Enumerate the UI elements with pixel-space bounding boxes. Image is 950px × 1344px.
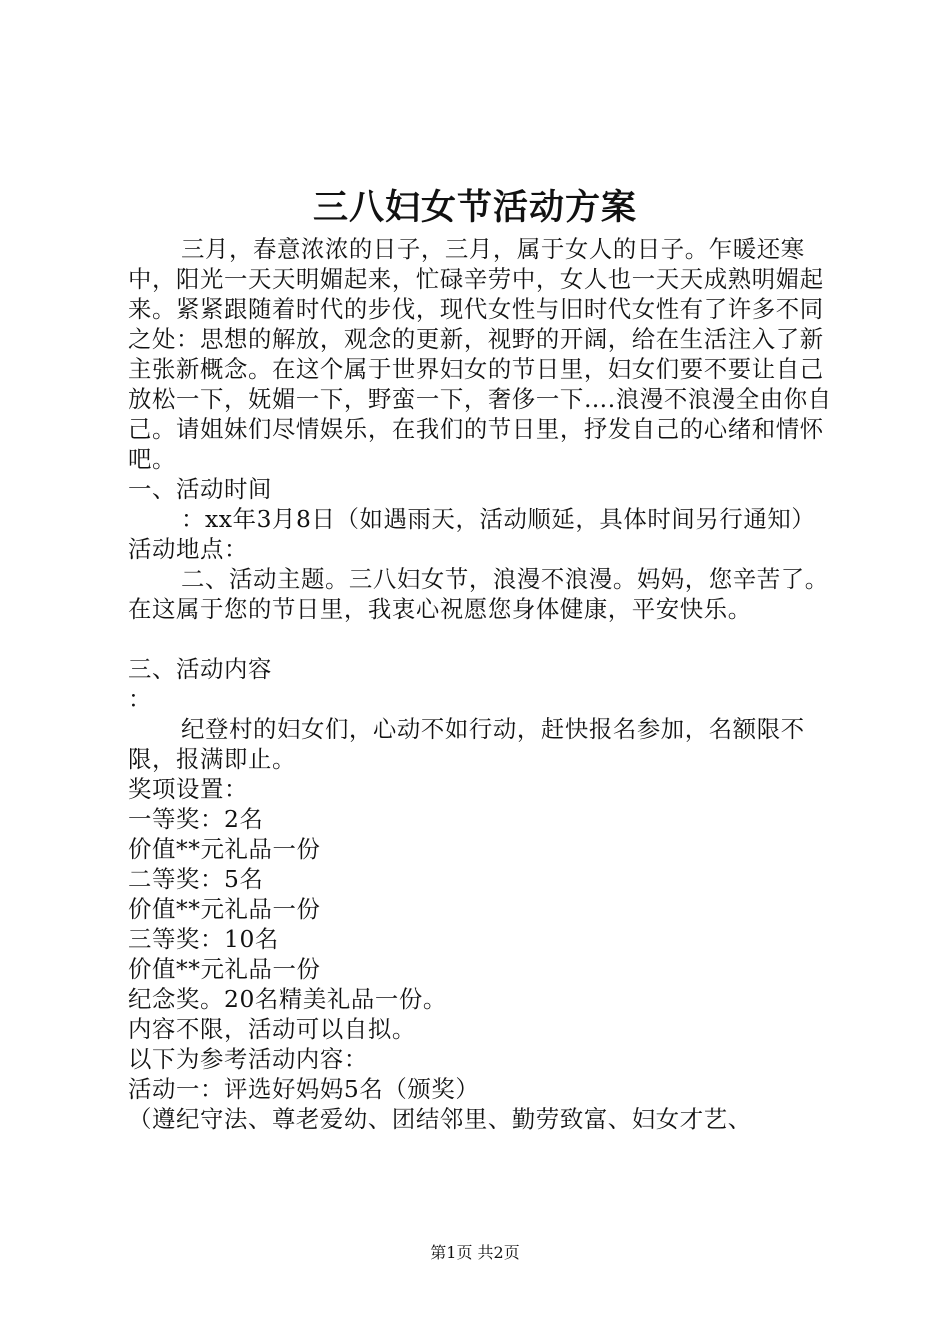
awards-label: 奖项设置：	[128, 775, 248, 803]
first-prize: 一等奖：2名	[128, 805, 264, 833]
second-prize: 二等奖：5名	[128, 865, 264, 893]
activity-1: 活动一：评选好妈妈5名（颁奖）	[128, 1075, 480, 1103]
document-title: 三八妇女节活动方案	[312, 187, 637, 228]
section-1-heading: 一、活动时间	[128, 475, 272, 503]
section-1-time: ：xx年3月8日（如遇雨天，活动顺延，具体时间另行通知）	[181, 505, 816, 533]
colon-line: ：	[128, 685, 152, 713]
invitation-paragraph: 纪登村的妇女们，心动不如行动，赶快报名参加，名额限不限，报满即止。	[128, 715, 805, 773]
intro-paragraph: 三月，春意浓浓的日子，三月，属于女人的日子。乍暖还寒中，阳光一天天明媚起来，忙碌辛劳中，女人也一天天成熟明媚起来。紧紧跟随着时代的步伐，现代女性与旧时代女性有了许多不同之处：思想的解放，观念的更新，视野的开阔，给在生活注入了新主张新概念。在这个属于世界妇女的节日里，妇女们要不要让自己放松一下，妩媚一下，野蛮一下，奢侈一下….浪漫不浪漫全由你自己。请姐妹们尽情娱乐，在我们的节日里，抒发自己的心绪和情怀吧。	[128, 235, 832, 473]
souvenir-prize: 纪念奖。20名精美礼品一份。	[128, 985, 447, 1013]
first-prize-value: 价值**元礼品一份	[128, 835, 321, 863]
blank-line	[128, 624, 840, 654]
section-3-heading: 三、活动内容	[128, 655, 272, 683]
reference-label: 以下为参考活动内容：	[128, 1045, 368, 1073]
content-note: 内容不限，活动可以自拟。	[128, 1015, 416, 1043]
page-footer: 第1页 共2页	[430, 1243, 520, 1262]
third-prize-value: 价值**元礼品一份	[128, 955, 321, 983]
second-prize-value: 价值**元礼品一份	[128, 895, 321, 923]
section-2-paragraph: 二、活动主题。三八妇女节，浪漫不浪漫。妈妈，您辛苦了。在这属于您的节日里，我衷心祝愿您身体健康，平安快乐。	[128, 565, 829, 623]
location-label: 活动地点：	[128, 535, 248, 563]
document-body	[128, 234, 840, 1134]
activity-1-criteria: （遵纪守法、尊老爱幼、团结邻里、勤劳致富、妇女才艺、	[128, 1105, 752, 1133]
third-prize: 三等奖：10名	[128, 925, 279, 953]
